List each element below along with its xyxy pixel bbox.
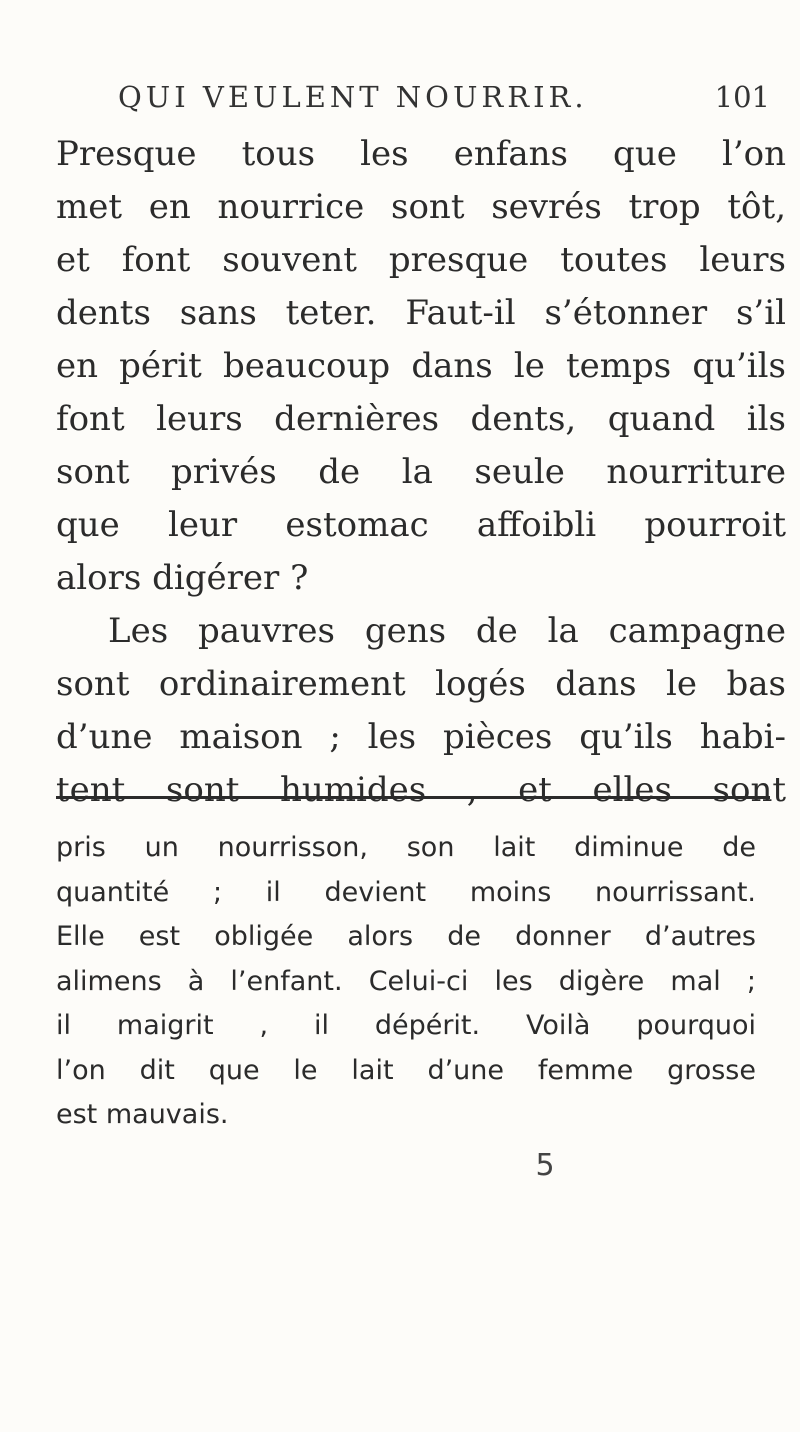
text-line: Presque tous les enfans que l’on [56, 134, 786, 174]
running-head [118, 80, 770, 120]
footnote-line: est mauvais. [56, 1099, 229, 1130]
page-number: 101 [714, 80, 770, 114]
text-line: font leurs dernières dents, quand ils [56, 399, 786, 439]
text-line: en périt beaucoup dans le temps qu’ils [56, 346, 786, 386]
running-title: QUI VEULENT NOURRIR. [118, 80, 588, 114]
footnote-line: pris un nourrisson, son lait diminue de [56, 832, 756, 863]
text-line: d’une maison ; les pièces qu’ils habi- [56, 717, 786, 757]
text-line: tent sont humides , et elles sont [56, 770, 786, 810]
footnote-line: il maigrit , il dépérit. Voilà pourquoi [56, 1010, 756, 1041]
footnote-line: Elle est obligée alors de donner d’autres [56, 921, 756, 952]
footnote-divider [56, 796, 770, 799]
text-line: sont privés de la seule nourriture [56, 452, 786, 492]
text-line: sont ordinairement logés dans le bas [56, 664, 786, 704]
text-line: dents sans teter. Faut-il s’étonner s’il [56, 293, 786, 333]
main-text-block [56, 128, 786, 817]
footnote-line: alimens à l’enfant. Celui-ci les digère mal ; [56, 965, 756, 997]
footnote-line: l’on dit que le lait d’une femme grosse [56, 1054, 756, 1086]
signature-mark: 5 [535, 1148, 555, 1183]
footnote-block [56, 826, 756, 1138]
text-line: Les pauvres gens de la campagne [108, 611, 786, 651]
text-line: que leur estomac affoibli pourroit [56, 505, 786, 545]
text-line: met en nourrice sont sevrés trop tôt, [56, 187, 786, 227]
text-line: et font souvent presque toutes leurs [56, 240, 786, 280]
footnote-line: quantité ; il devient moins nourrissant. [56, 876, 756, 908]
text-line: alors digérer ? [56, 558, 309, 598]
